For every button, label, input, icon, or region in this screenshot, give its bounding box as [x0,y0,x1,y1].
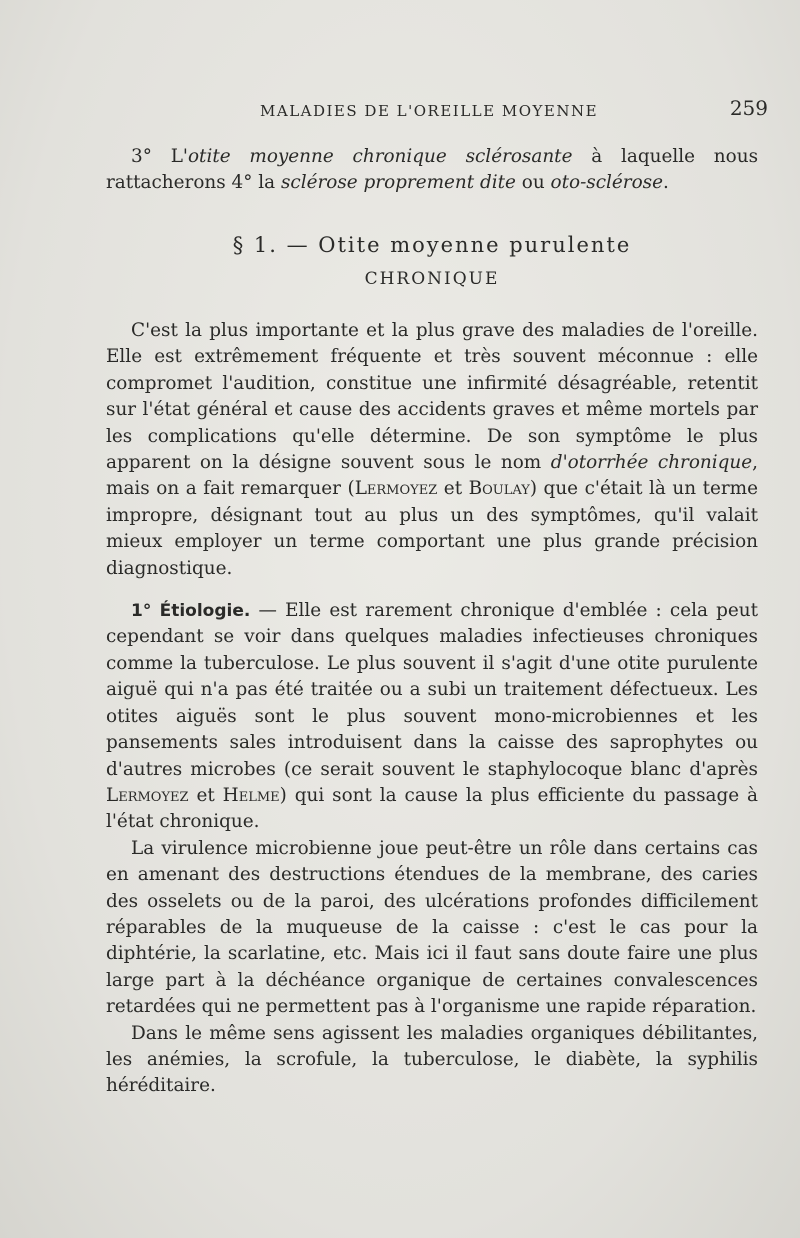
running-head [106,96,768,126]
intro-paragraph: 3° L'otite moyenne chronique sclérosante à laquelle nous rattacherons 4° la sclérose proprement dite ou oto-sclérose. [106,146,759,194]
page-number: 259 [729,96,768,120]
running-title: MALADIES DE L'OREILLE MOYENNE [260,102,599,120]
etiology-heading: 1° Étiologie. [131,601,251,622]
paragraph-diseases: Dans le même sens agissent les maladies organiques débilitantes, les anémies, la scrofule, la tuberculose, le diabète, la syphilis héréditaire. [106,1022,758,1097]
paragraph-definition: C'est la plus importante et la plus grave des maladies de l'oreille. Elle est extrêmement fréquente et très souvent méconnue : elle compromet l'audition, constitue une infirmité désagréable, retentit sur l'état général et cause des accidents graves et même mortels par les complications qu'elle détermine. De son symptôme le plus apparent on la désigne souvent sous le nom d'otorrhée chronique, mais on a fait remarquer (Lermoyez et Boulay) que c'était là un terme impropre, désignant tout au plus un des symptômes, qu'il valait mieux employer un terme comportant une plus grande précision diagnostique. [106,320,758,579]
section-heading [106,228,758,296]
body-text [106,318,758,1100]
section-heading-line1: § 1. — Otite moyenne purulente [232,233,632,257]
paragraph-virulence: La virulence microbienne joue peut-être un rôle dans certains cas en amenant des destructions étendues de la membrane, des caries des osselets ou de la paroi, des ulcérations profondes difficilement réparables de la muqueuse de la caisse : c'est le cas pour la diphtérie, la scarlatine, etc. Mais ici il faut sans doute faire une plus large part à la déchéance organique de certaines convalescences retardées qui ne permettent pas à l'organisme une rapide réparation. [106,837,758,1018]
paragraph-etiology: 1° Étiologie. — Elle est rarement chronique d'emblée : cela peut cependant se voir dans quelques maladies infectieuses chroniques comme la tuberculose. Le plus souvent il s'agit d'une otite purulente aiguë qui n'a pas été traitée ou a subi un traitement défectueux. Les otites aiguës sont le plus souvent mono-microbiennes et les pansements sales introduisent dans la caisse des saprophytes ou d'autres microbes (ce serait souvent le staphylocoque blanc d'après Lermoyez et Helme) qui sont la cause la plus efficiente du passage à l'état chronique. [106,600,759,833]
section-heading-line2: CHRONIQUE [364,269,500,289]
